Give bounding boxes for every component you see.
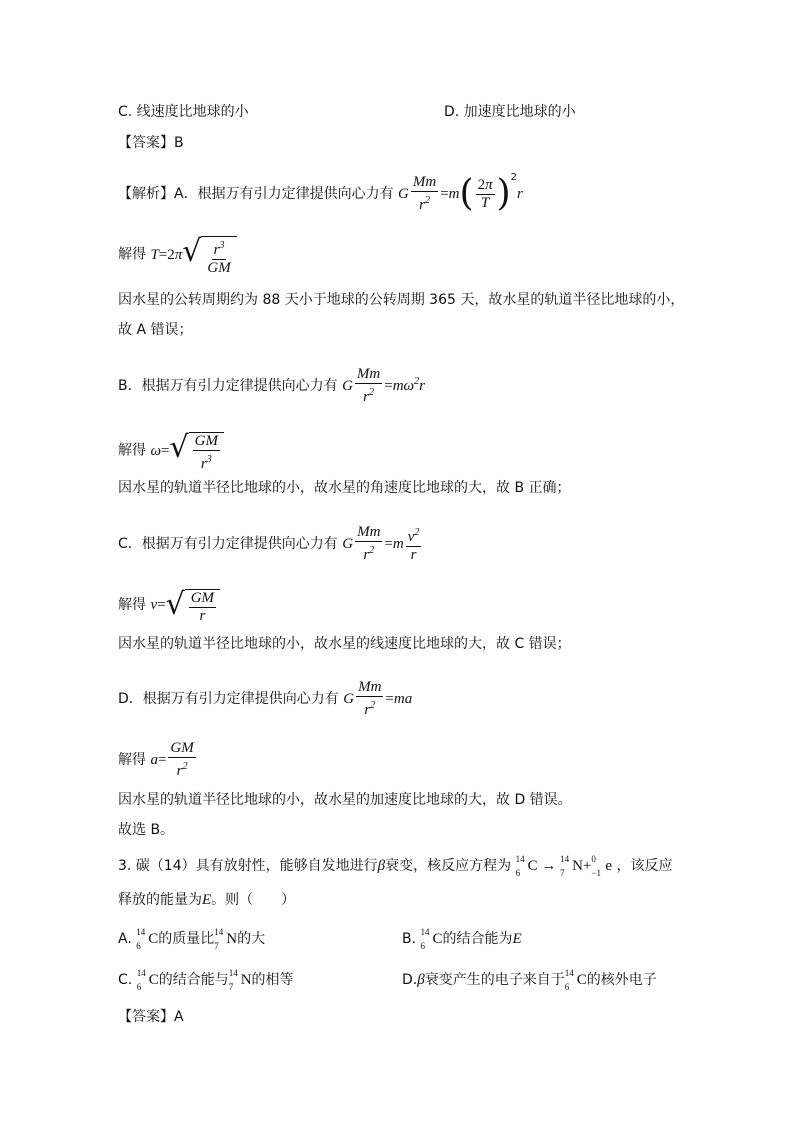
q3-option-d	[402, 970, 657, 990]
analysis-a-intro	[118, 168, 523, 214]
q3-stem-line1	[118, 856, 673, 876]
q3-stem-2: 衰变，核反应方程为	[385, 858, 512, 874]
analysis-d-intro	[118, 679, 412, 719]
a-conclusion-1: 因水星的公转周期约为 88 天小于地球的公转周期 365 天，故水星的轨道半径比地球的小，	[118, 292, 685, 308]
formula-b: G $\frac{Mm}{r^2}$ $=m\omega^2r$	[342, 366, 425, 405]
q3-option-d-text: 衰变产生的电子来自于	[424, 972, 565, 988]
answer-label: 【答案】	[118, 1009, 174, 1025]
answer-label: 【答案】	[118, 135, 174, 151]
q3-stem-line2	[118, 890, 295, 910]
q3-option-c	[118, 970, 294, 990]
solve-label: 解得	[118, 246, 146, 263]
answer-q2	[118, 133, 184, 153]
q3-option-b	[402, 929, 522, 949]
d-conclusion: 因水星的轨道半径比地球的小，故水星的加速度比地球的大，故 D 错误。	[118, 792, 572, 808]
c-conclusion: 因水星的轨道半径比地球的小，故水星的线速度比地球的大，故 C 错误；	[118, 636, 571, 652]
formula-omega: ω= √ $\frac{GM}{r^3}$	[150, 443, 224, 459]
carbon-14-nuclide: 14 6 C	[420, 927, 443, 951]
q3-option-b-text: 的结合能为	[442, 931, 513, 947]
q3-stem-4a: 释放的能量为	[118, 892, 202, 908]
answer-q3	[118, 1007, 184, 1027]
q3-option-d-end: 的核外电子	[586, 972, 657, 988]
q3-option-b-letter: B.	[402, 931, 417, 947]
carbon-14-nuclide: 14 6 C	[136, 968, 159, 992]
energy-symbol: E	[202, 892, 212, 908]
formula-a: G $\frac{Mm}{r^2}$ =m( $\frac{2\pi}{T}$ )$^2$r	[398, 172, 523, 214]
analysis-d-text: D．根据万有引力定律提供向心力有	[118, 691, 339, 707]
analysis-c-text: C．根据万有引力定律提供向心力有	[118, 536, 338, 552]
analysis-c-intro	[118, 524, 423, 564]
formula-v: v= √ $\frac{GM}{r}$	[150, 597, 220, 613]
solve-label: 解得	[118, 442, 146, 459]
energy-symbol: E	[512, 931, 522, 947]
solve-t	[118, 232, 237, 277]
answer-value: A	[174, 1009, 184, 1025]
q3-option-c-text: 的结合能与	[158, 972, 229, 988]
nuclear-equation: 14 6 C → 14 7 N+ 0 −1 e	[515, 854, 613, 878]
q3-option-c-letter: C.	[118, 972, 133, 988]
carbon-14-nuclide: 14 6 C	[136, 927, 159, 951]
nitrogen-14-nuclide: 14 7 N	[228, 968, 252, 992]
final-choice: 故选 B。	[118, 822, 175, 838]
q3-option-a-text: 的质量比	[158, 931, 215, 947]
formula-d: G $\frac{Mm}{r^2}$ =ma	[343, 679, 413, 718]
solve-a	[118, 740, 198, 780]
analysis-b-intro	[118, 366, 425, 406]
q3-option-a	[118, 929, 265, 949]
answer-value: B	[174, 135, 184, 151]
q3-option-c-end: 的相等	[251, 972, 294, 988]
analysis-a-text: A．根据万有引力定律提供向心力有	[174, 186, 394, 202]
solve-v	[118, 585, 220, 625]
solve-label: 解得	[118, 597, 146, 613]
beta-symbol: β	[417, 972, 425, 988]
q3-option-a-letter: A.	[118, 931, 132, 947]
formula-acc: a= $\frac{GM}{r^2}$	[150, 740, 194, 779]
nitrogen-14-nuclide: 14 7 N	[214, 927, 238, 951]
option-d: D. 加速度比地球的小	[444, 104, 576, 120]
q3-stem-4b: 。则（ ）	[211, 892, 296, 908]
option-c: C. 线速度比地球的小	[118, 104, 249, 120]
solve-label: 解得	[118, 752, 146, 768]
solve-omega	[118, 428, 224, 473]
q3-option-d-letter: D.	[402, 972, 418, 988]
q3-stem-3: ，该反应	[616, 858, 673, 874]
q3-option-a-end: 的大	[237, 931, 266, 947]
b-conclusion: 因水星的轨道半径比地球的小，故水星的角速度比地球的大，故 B 正确；	[118, 480, 571, 496]
beta-symbol: β	[377, 858, 386, 874]
carbon-14-nuclide: 14 6 C	[564, 968, 587, 992]
a-conclusion-2: 故 A 错误；	[118, 322, 193, 338]
q3-stem-1: 3. 碳（14）具有放射性，能够自发地进行	[118, 858, 378, 874]
formula-c: G $\frac{Mm}{r^2}$ =m $\frac{v^2}{r}$	[342, 524, 420, 563]
analysis-label: 【解析】	[118, 186, 174, 202]
analysis-b-text: B．根据万有引力定律提供向心力有	[118, 378, 338, 394]
formula-t: T=2π √ $\frac{r^3}{GM}$	[150, 247, 236, 263]
